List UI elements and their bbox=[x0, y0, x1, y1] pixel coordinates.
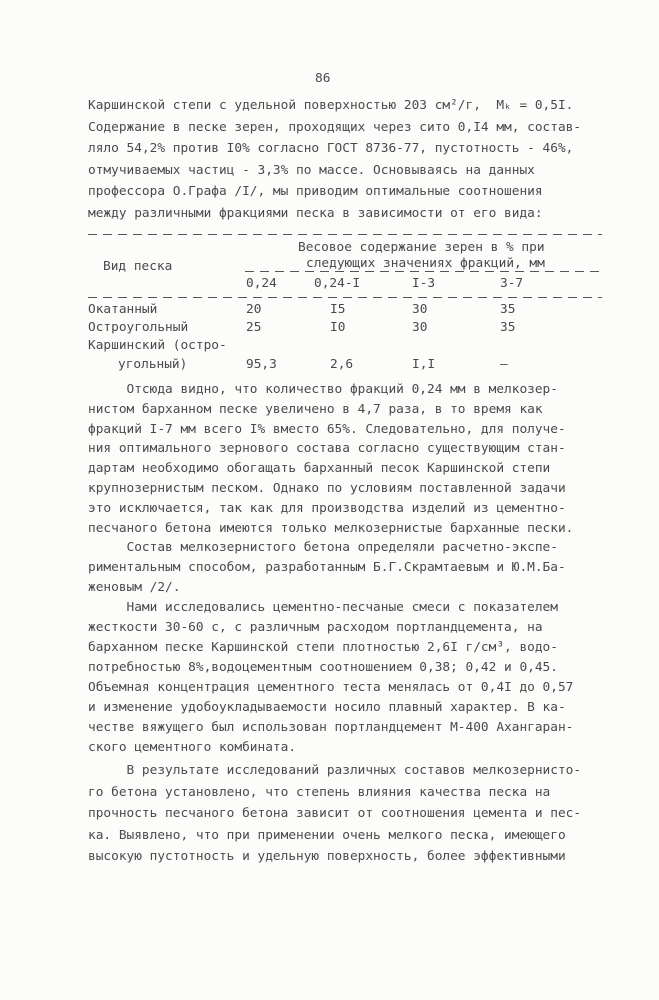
text-line: Отсюда видно, что количество фракций 0,24 мм в мелкозер- bbox=[88, 382, 558, 397]
text-line: между различными фракциями песка в зависимости от его вида: bbox=[88, 205, 543, 221]
text-line: женовым /2/. bbox=[88, 579, 181, 595]
column-header: I-3 bbox=[412, 276, 436, 291]
paragraph-results bbox=[88, 760, 581, 868]
text-line: нистом барханном песке увеличено в 4,7 раза, в то время как bbox=[88, 401, 543, 417]
cell: 95,3 bbox=[246, 357, 277, 372]
group-header-line2: следующих значениях фракций, мм bbox=[306, 256, 545, 271]
text-line: потребностью 8%,водоцементным соотношением 0,38; 0,42 и 0,45. bbox=[88, 660, 558, 675]
table-top-rule bbox=[88, 234, 602, 235]
text-line: риментальным способом, разработанным Б.Г.Скрамтаевым и Ю.М.Ба- bbox=[88, 560, 566, 576]
text-line: ляло 54,2% против I0% согласно ГОСТ 8736-77, пустотность - 46%, bbox=[88, 141, 574, 157]
text-line: Объемная концентрация цементного теста менялась от 0,4I до 0,57 bbox=[88, 680, 574, 695]
text-line: фракций I-7 мм всего I% вместо 65%. Следовательно, для получе- bbox=[88, 421, 566, 437]
text-line: честве вяжущего был использован портландцемент М-400 Ахангаран- bbox=[88, 720, 574, 735]
cell: I,I bbox=[412, 357, 436, 372]
text-line: барханном песке Каршинской степи плотностью 2,6I г/см³, водо- bbox=[88, 640, 558, 655]
text-line: прочность песчаного бетона зависит от соотношения цемента и пес- bbox=[88, 806, 582, 821]
cell: 20 bbox=[246, 302, 262, 317]
column-header: 0,24-I bbox=[314, 276, 361, 291]
cell: 35 bbox=[500, 302, 516, 317]
cell: 30 bbox=[412, 320, 428, 335]
column-header: 3-7 bbox=[500, 276, 524, 291]
text-line: и изменение удобоукладываемости носило плавный характер. В ка- bbox=[88, 700, 566, 715]
text-line: В результате исследований различных составов мелкозернисто- bbox=[88, 763, 582, 778]
cell: 2,6 bbox=[330, 357, 354, 372]
cell: 30 bbox=[412, 302, 428, 317]
text-line: ния оптимального зернового состава согласно существующим стан- bbox=[88, 441, 566, 457]
text-line: Содержание в песке зерен, проходящих через сито 0,I4 мм, состав- bbox=[88, 119, 582, 135]
text-line: Каршинской степи с удельной поверхностью 203 см²/г, Mₖ = 0,5I. bbox=[88, 98, 574, 113]
text-line: высокую пустотность и удельную поверхность, более эффективными bbox=[88, 849, 566, 864]
text-line: песчаного бетона имеются только мелкозернистые барханные пески. bbox=[88, 520, 574, 536]
row-label: Остроугольный bbox=[88, 320, 189, 335]
cell: I5 bbox=[330, 302, 346, 317]
row-label-continued: угольный) bbox=[118, 357, 188, 372]
cell: 35 bbox=[500, 320, 516, 335]
text-line: жесткости 30-60 с, с различным расходом портландцемента, на bbox=[88, 620, 543, 635]
text-line: Состав мелкозернистого бетона определяли расчетно-экспе- bbox=[88, 540, 558, 556]
intro-paragraph bbox=[88, 95, 581, 225]
text-line: это исключается, так как для производства изделий из цементно- bbox=[88, 500, 566, 516]
text-line: отмучиваемых частиц - 3,3% по массе. Основываясь на данных bbox=[88, 162, 535, 178]
column-header: 0,24 bbox=[246, 276, 277, 291]
row-header: Вид песка bbox=[103, 259, 173, 274]
text-line: ского цементного комбината. bbox=[88, 740, 297, 755]
cell: I0 bbox=[330, 320, 346, 335]
row-label: Окатанный bbox=[88, 302, 158, 317]
cell: — bbox=[500, 357, 508, 372]
text-line: го бетона установлено, что степень влияния качества песка на bbox=[88, 784, 551, 800]
text-line: Нами исследовались цементно-песчаные смеси с показателем bbox=[88, 600, 558, 615]
group-header-rule bbox=[245, 271, 602, 272]
page-number: 86 bbox=[315, 71, 331, 86]
cell: 25 bbox=[246, 320, 262, 335]
text-line: дартам необходимо обогащать барханный песок Каршинской степи bbox=[88, 461, 551, 477]
row-label: Каршинский (остро- bbox=[88, 338, 227, 353]
text-line: крупнозернистым песком. Однако по условиям поставленной задачи bbox=[88, 480, 566, 496]
group-header-line1: Весовое содержание зерен в % при bbox=[298, 240, 545, 255]
text-line: ка. Выявлено, что при применении очень мелкого песка, имеющего bbox=[88, 827, 566, 843]
text-line: профессора О.Графа /I/, мы приводим оптимальные соотношения bbox=[88, 184, 543, 200]
paragraph-fraction-analysis bbox=[88, 380, 573, 598]
table-header-rule bbox=[88, 297, 602, 298]
paragraph-mix-research bbox=[88, 598, 573, 758]
